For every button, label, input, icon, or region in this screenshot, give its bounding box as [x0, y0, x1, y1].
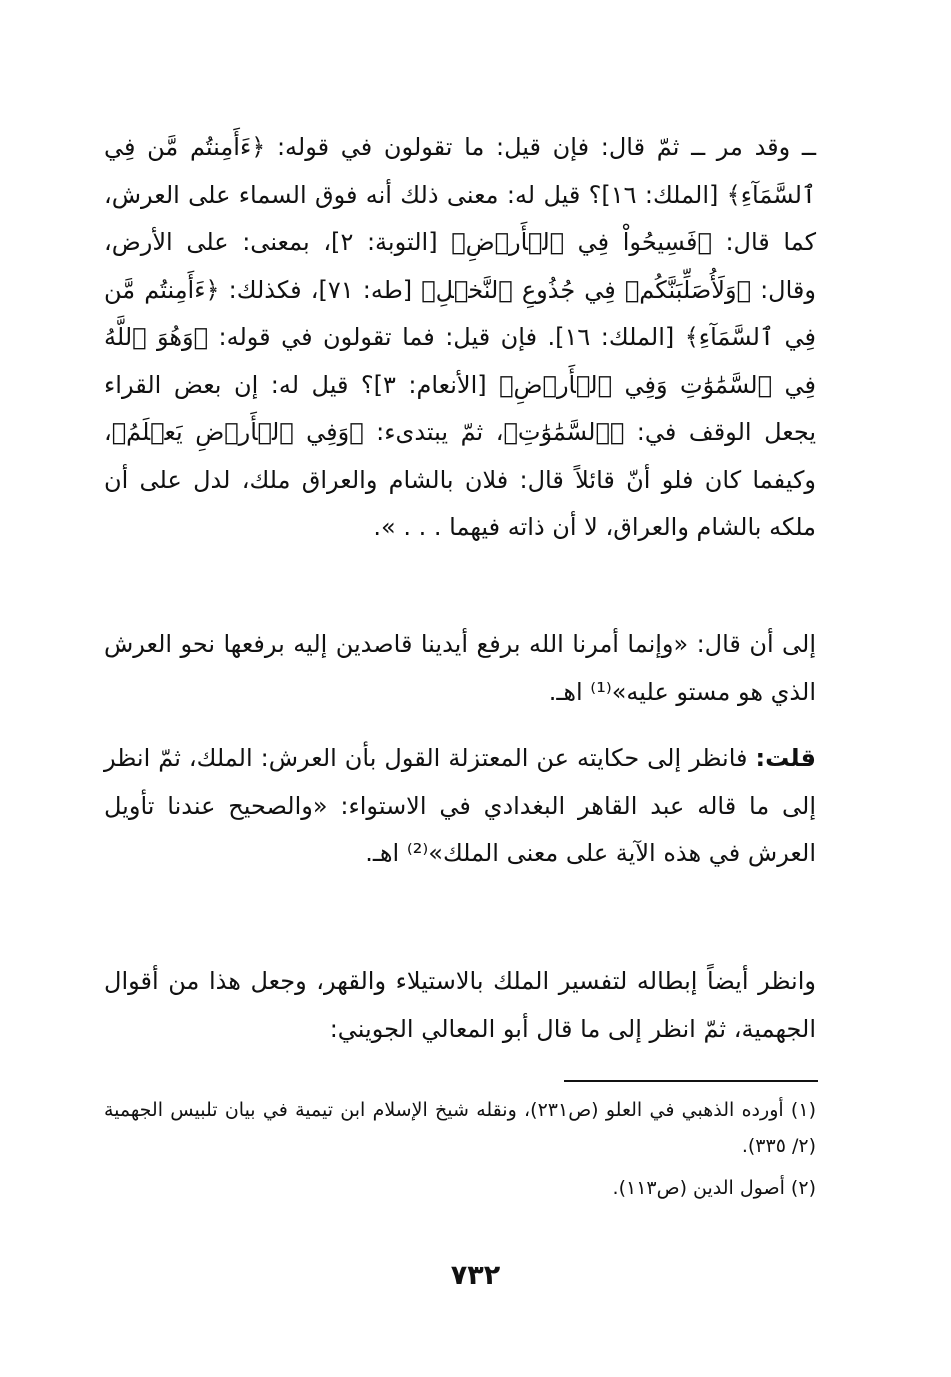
footnote-1: (١) أورده الذهبي في العلو (ص٢٣١)، ونقله شيخ الإسلام ابن تيمية في بيان تلبيس الجهمية (٢/ ٣٣٥).: [104, 1099, 816, 1157]
footnote-2: (٢) أصول الدين (ص١١٣).: [612, 1177, 816, 1199]
footnote-separator: [564, 1080, 818, 1082]
body-paragraph-3: [104, 735, 816, 878]
paragraph-2-text: إلى أن قال: «وإنما أمرنا الله برفع أيدينا قاصدين إليه برفعها نحو العرش الذي هو مستو عليه»⁽¹⁾ اهـ.: [104, 630, 816, 706]
paragraph-4-text: وانظر أيضاً إبطاله لتفسير الملك بالاستيلاء والقهر، وجعل هذا من أقوال الجهمية، ثمّ انظر إلى ما قال أبو المعالي الجويني:: [104, 967, 816, 1043]
paragraph-3-lead: قلت:: [755, 744, 816, 772]
footnotes: [104, 1092, 816, 1212]
body-paragraph-2: [104, 621, 816, 716]
paragraph-3-text: فانظر إلى حكايته عن المعتزلة القول بأن العرش: الملك، ثمّ انظر إلى ما قاله عبد القاهر البغدادي في الاستواء: «والصحيح عندنا تأويل العرش في هذه الآية على معنى الملك»⁽²⁾ اهـ.: [104, 744, 816, 867]
body-paragraph-1: [104, 124, 816, 552]
paragraph-1-text: ــ وقد مر ــ ثمّ قال: فإن قيل: ما تقولون في قوله: ﴿ءَأَمِنتُم مَّن فِي ٱلسَّمَآءِ﴾ [الملك: ١٦]؟ قيل له: معنى ذلك أنه فوق السماء على العرش، كما قال: ﴿فَسِيحُواْ فِي ٱلۡأَرۡضِ﴾ [التوبة: ٢]، بمعنى: على الأرض، وقال: ﴿وَلَأُصَلِّبَنَّكُمۡ فِي جُذُوعِ ٱلنَّخۡلِ﴾ [طه: ٧١]، فكذلك: ﴿ءَأَمِنتُم مَّن فِي ٱلسَّمَآءِ﴾ [الملك: ١٦]. فإن قيل: فما تقولون في قوله: ﴿وَهُوَ ٱللَّهُ فِي ٱلسَّمَٰوَٰتِ وَفِي ٱلۡأَرۡضِ﴾ [الأنعام: ٣]؟ قيل له: إن بعض القراء يجعل الوقف في: ﴿ٱلسَّمَٰوَٰتِ﴾، ثمّ يبتدىء: ﴿وَفِي ٱلۡأَرۡضِ يَعۡلَمُ﴾، وكيفما كان فلو أنّ قائلاً قال: فلان بالشام والعراق ملك، لدل على أن ملكه بالشام والعراق، لا أن ذاته فيهما . . . ».: [104, 133, 817, 541]
page-number: ٧٣٢: [450, 1260, 501, 1291]
body-paragraph-4: [104, 958, 816, 1053]
